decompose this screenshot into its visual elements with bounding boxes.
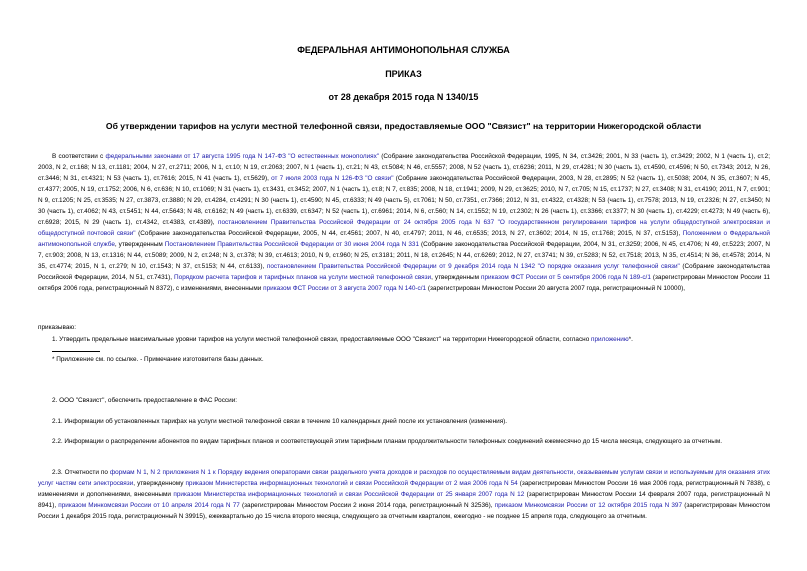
order-77-link[interactable]: приказом Минкомсвязи России от 10 апреля 2014 года N 77 <box>58 502 240 509</box>
appendix-link[interactable]: приложению <box>591 336 629 343</box>
form-1-link[interactable]: формам N 1 <box>109 469 147 476</box>
fst-order-140-link[interactable]: приказом ФСТ России от 3 августа 2007 года N 140-с/1 <box>263 285 427 292</box>
item-2-1: 2.1. Информации об установленных тарифах на услуги местной телефонной связи в течение 10 календарных дней после их установления (изменения). <box>52 418 508 425</box>
fst-order-189-link[interactable]: приказом ФСТ России от 5 сентября 2006 года N 189-с/1 <box>481 274 651 281</box>
document-type: ПРИКАЗ <box>385 69 422 79</box>
law-147-fz-link[interactable]: федеральными законами от 17 августа 1995 года N 147-ФЗ "О естественных монополиях" <box>105 153 380 160</box>
footnote: * Приложение см. по ссылке. - Примечание изготовителя базы данных. <box>52 356 264 363</box>
item-1: 1. Утвердить предельные максимальные уровни тарифов на услуги местной телефонной связи, предоставляемые ООО "Связист" на территории Нижегородской области, согласно приложению*. <box>52 336 633 343</box>
order-397-link[interactable]: приказом Минкомсвязи России от 12 октября 2015 года N 397 <box>494 502 683 509</box>
resolution-1342-link[interactable]: постановлением Правительства Российской Федерации от 9 декабря 2014 года N 1342 "О порядке оказания услуг телефонной связи" <box>266 263 680 270</box>
resolution-331-link[interactable]: Постановлением Правительства Российской Федерации от 30 июня 2004 года N 331 <box>164 241 419 248</box>
item-2-3: 2.3. Отчетности по формам N 1, N 2 приложения N 1 к Порядку ведения операторами связи раздельного учета доходов и расходов по осуществляемым видам деятельности, оказываемым услугам связи и используемым для оказания этих услуг частям сети электросвязи, утвержденному приказом Министерства информационных технологий и связи Российской Федерации от 2 мая 2006 года N 54 (зарегистрирован Минюстом России 16 мая 2006 года, регистрационный N 7838), с изменениями и дополнениями, внесенными приказом Министерства информационных технологий и связи Российской Федерации от 25 января 2007 года N 12 (зарегистрирован Минюстом России 14 февраля 2007 года, регистрационный N 8941), приказом Минкомсвязи России от 10 апреля 2014 года N 77 (зарегистрирован Минюстом России 2 июня 2014 года, регистрационный N 32536), приказом Минкомсвязи России от 12 октября 2015 года N 397 (зарегистрирован Минюстом России 1 декабря 2015 года, регистрационный N 39915), ежеквартально до 15 числа второго месяца, следующего за отчетным кварталом, ежегодно - не позднее 15 апреля года, следующего за отчетным. <box>38 469 770 520</box>
tariff-calc-procedure-link[interactable]: Порядком расчета тарифов и тарифных планов на услуги местной телефонной связи <box>174 274 432 281</box>
item-2-2: 2.2. Информации о распределении абонентов по видам тарифных планов и соответствующей этим тарифным планам продолжительности телефонных соединений ежемесячно до 15 числа месяца, следующего за отчетным. <box>52 438 722 445</box>
order-word: приказываю: <box>38 324 76 331</box>
agency-name: ФЕДЕРАЛЬНАЯ АНТИМОНОПОЛЬНАЯ СЛУЖБА <box>297 45 510 55</box>
fas-regulation-link[interactable]: Положением о Федеральной антимонопольной службе <box>38 230 770 248</box>
law-126-fz-link[interactable]: от 7 июля 2003 года N 126-ФЗ "О связи" <box>271 175 394 182</box>
form-2-procedure-link[interactable]: N 2 приложения N 1 к Порядку ведения операторами связи раздельного учета доходов и расходов по осуществляемым видам деятельности, оказываемым услугам связи и используемым для оказания этих услуг частям сети электросвязи <box>38 469 770 487</box>
preamble-paragraph: В соответствии с федеральными законами от 17 августа 1995 года N 147-ФЗ "О естественных монополиях" (Собрание законодательства Российской Федерации, 1995, N 34, ст.3426; 2001, N 33 (часть 1), ст.3429; 2002, N 1 (часть 1), ст.2; 2003, N 2, ст.168; N 13, ст.1181; 2004, N 27, ст.2711; 2006, N 1, ст.10; N 19, ст.2063; 2007, N 1 (часть 1), ст.21; N 43, ст.5084; N 46, ст.5557; 2008, N 52 (часть 1), ст.6236; 2011, N 29, ст.4281; N 30 (часть 1), ст.4590, ст.4596; N 50, ст.7343; 2012, N 26, ст.3446; N 31, ст.4321; N 53 (часть 1), ст.7616; 2015, N 41 (часть 1), ст.5629), от 7 июля 2003 года N 126-ФЗ "О связи" (Собрание законодательства Российской Федерации, 2003, N 28, ст.2895; N 52 (часть 1), ст.5038; 2004, N 35, ст.3607; N 45, ст.4377; 2005, N 19, ст.1752; 2006, N 6, ст.636; N 10, ст.1069; N 31 (часть 1), ст.3431, ст.3452; 2007, N 1 (часть 1), ст.8; N 7, ст.835; 2008, N 18, ст.1941; 2009, N 29, ст.3625; 2010, N 7, ст.705; N 15, ст.1737; N 27, ст.3408; N 31, ст.4190; 2011, N 7, ст.901; N 9, ст.1205; N 25, ст.3535; N 27, ст.3873, ст.3880; N 29, ст.4284, ст.4291; N 30 (часть 1), ст.4590; N 45, ст.6333; N 49 (часть 5), ст.7061; N 50, ст.7351, ст.7366; 2012, N 31, ст.4322, ст.4328; N 53 (часть 1), ст.7578; 2013, N 19, ст.2326; N 27, ст.3450; N 30 (часть 1), ст.4062; N 43, ст.5451; N 44, ст.5643; N 48, ст.6162; N 49 (часть 1), ст.6339, ст.6347; N 52 (часть 1), ст.6961; 2014, N 6, ст.560; N 14, ст.1552; N 19, ст.2302; N 26 (часть 1), ст.3366; ст.3377; N 30 (часть 1), ст.4229; ст.4273; N 49 (часть 6), ст.6928; 2015, N 29 (часть 1), ст.4342, ст.4383, ст.4389), постановлением Правительства Российской Федерации от 24 октября 2005 года N 637 "О государственном регулировании тарифов на услуги общедоступной электросвязи и общедоступной почтовой связи" (Собрание законодательства Российской Федерации, 2005, N 44, ст.4561; 2007, N 40, ст.4797; 2011, N 46, ст.6535; 2013, N 27, ст.3602; 2014, N 15, ст.1768; 2015, N 37, ст.5153), Положением о Федеральной антимонопольной службе, утвержденным Постановлением Правительства Российской Федерации от 30 июня 2004 года N 331 (Собрание законодательства Российской Федерации, 2004, N 31, ст.3259; 2006, N 45, ст.4706; N 49, ст.5223; 2007, N 7, ст.903; 2008, N 13, ст.1316; N 44, ст.5089; 2009, N 2, ст.248; N 3, ст.378; N 39, ст.4613; 2010, N 9, ст.960; N 25, ст.3181; 2011, N 18, ст.2645; N 44, ст.6269; 2012, N 27, ст.3741; N 39, ст.5283; N 52, ст.7518; 2013, N 35, ст.4514; N 36, ст.4578; 2014, N 35, ст.4774; 2015, N 1, ст.279; N 10, ст.1543; N 37, ст.5153; N 44, ст.6133), постановлением Правительства Российской Федерации от 9 декабря 2014 года N 1342 "О порядке оказания услуг телефонной связи" (Собрание законодательства Российской Федерации, 2014, N 51, ст.7431), Порядком расчета тарифов и тарифных планов на услуги местной телефонной связи, утвержденным приказом ФСТ России от 5 сентября 2006 года N 189-с/1 (зарегистрирован Минюстом России 11 октября 2006 года, регистрационный N 8372), с изменениями, внесенными приказом ФСТ России от 3 августа 2007 года N 140-с/1 (зарегистрирован Минюстом России 20 августа 2007 года, регистрационный N 10000), <box>38 153 771 292</box>
item-2: 2. ООО "Связист", обеспечить предоставление в ФАС России: <box>52 397 238 404</box>
resolution-637-link[interactable]: постановлением Правительства Российской Федерации от 24 октября 2005 года N 637 "О государственном регулировании тарифов на услуги общедоступной электросвязи и общедоступной почтовой связи" <box>38 219 770 237</box>
footnote-divider <box>52 351 100 352</box>
document-title: Об утверждении тарифов на услуги местной телефонной связи, предоставляемые ООО "Связист" на территории Нижегородской области <box>105 121 702 131</box>
order-12-link[interactable]: приказом Министерства информационных технологий и связи Российской Федерации от 25 января 2007 года N 12 <box>173 491 525 498</box>
order-54-link[interactable]: приказом Министерства информационных технологий и связи Российской Федерации от 2 мая 2006 года N 54 <box>185 480 518 487</box>
document-date-number: от 28 декабря 2015 года N 1340/15 <box>328 92 479 102</box>
